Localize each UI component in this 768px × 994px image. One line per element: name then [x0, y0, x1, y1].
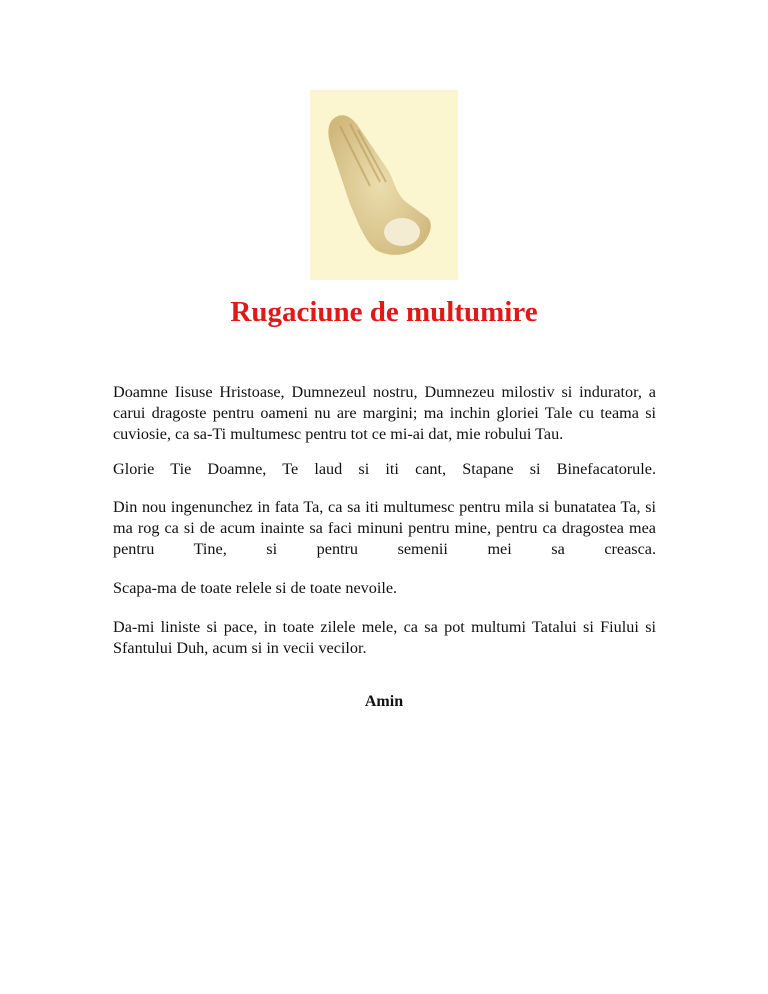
paragraph: Din nou ingenunchez in fata Ta, ca sa iti multumesc pentru mila si bunatatea Ta, si ma rog ca si de acum inainte sa faci minuni pentru mine, pentru ca dragostea mea pentru Tine, si pentru semenii mei sa creasca. [113, 498, 656, 558]
praying-hands-image [310, 90, 458, 280]
praying-hands-icon [310, 90, 458, 280]
paragraph: Da-mi liniste si pace, in toate zilele mele, ca sa pot multumi Tatalui si Fiului si Sfantului Duh, acum si in vecii vecilor. [113, 618, 656, 657]
closing-amen: Amin [364, 693, 404, 710]
paragraph: Glorie Tie Doamne, Te laud si iti cant, Stapane si Binefacatorule. [113, 460, 656, 478]
page-title: Rugaciune de multumire [230, 296, 538, 328]
paragraph: Scapa-ma de toate relele si de toate nevoile. [113, 579, 398, 597]
paragraph: Doamne Iisuse Hristoase, Dumnezeul nostru, Dumnezeu milostiv si indurator, a carui dragoste pentru oameni nu are margini; ma inchin gloriei Tale cu teama si cuviosie, ca sa-Ti multumesc pentru tot ce mi-ai dat, mie robului Tau. [113, 383, 656, 443]
prayer-body [113, 382, 656, 659]
